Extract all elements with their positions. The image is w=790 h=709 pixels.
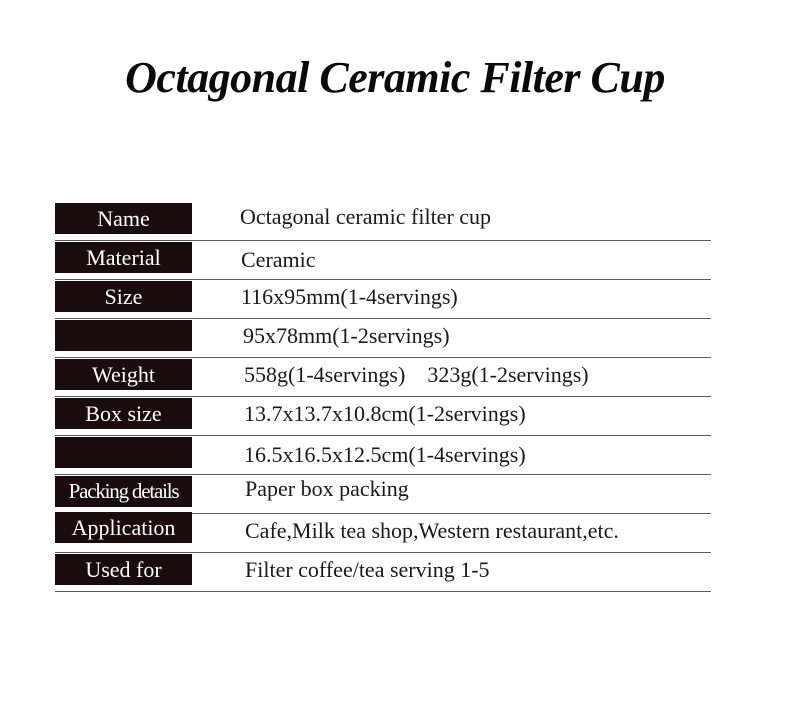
- spec-row-weight: [55, 358, 711, 397]
- page-title: Octagonal Ceramic Filter Cup: [125, 53, 665, 102]
- spec-label: Used for: [55, 554, 192, 585]
- spec-row-application: [55, 514, 711, 553]
- spec-table: [55, 202, 711, 592]
- spec-value: 116x95mm(1-4servings): [241, 284, 458, 309]
- spec-row-packing: [55, 475, 711, 514]
- spec-label: Box size: [55, 398, 192, 429]
- spec-row-material: [55, 241, 711, 280]
- spec-value: [244, 359, 589, 390]
- spec-value: 95x78mm(1-2servings): [243, 323, 450, 348]
- spec-label: Packing details: [55, 476, 192, 507]
- spec-row-box-size-alt: [55, 436, 711, 475]
- spec-label: Size: [55, 281, 192, 312]
- spec-label: Application: [55, 512, 192, 543]
- spec-value: Ceramic: [241, 247, 316, 272]
- spec-label: Material: [55, 242, 192, 273]
- spec-value: 16.5x16.5x12.5cm(1-4servings): [244, 442, 526, 467]
- spec-value: Octagonal ceramic filter cup: [240, 204, 492, 229]
- spec-row-size-alt: [55, 319, 711, 358]
- spec-value: Paper box packing: [245, 476, 409, 501]
- spec-value: Filter coffee/tea serving 1-5: [245, 557, 490, 582]
- spec-label-empty: [55, 320, 192, 351]
- spec-value: Cafe,Milk tea shop,Western restaurant,etc.: [245, 518, 619, 543]
- spec-value: 13.7x13.7x10.8cm(1-2servings): [244, 401, 526, 426]
- spec-row-box-size: [55, 397, 711, 436]
- spec-label: Name: [55, 203, 192, 234]
- spec-row-size: [55, 280, 711, 319]
- spec-row-name: [55, 202, 711, 241]
- spec-label: Weight: [55, 359, 192, 390]
- weight-value-large: 558g(1-4servings): [244, 362, 406, 387]
- weight-value-small: 323g(1-2servings): [427, 362, 589, 387]
- spec-row-used-for: [55, 553, 711, 592]
- spec-label-empty: [55, 437, 192, 468]
